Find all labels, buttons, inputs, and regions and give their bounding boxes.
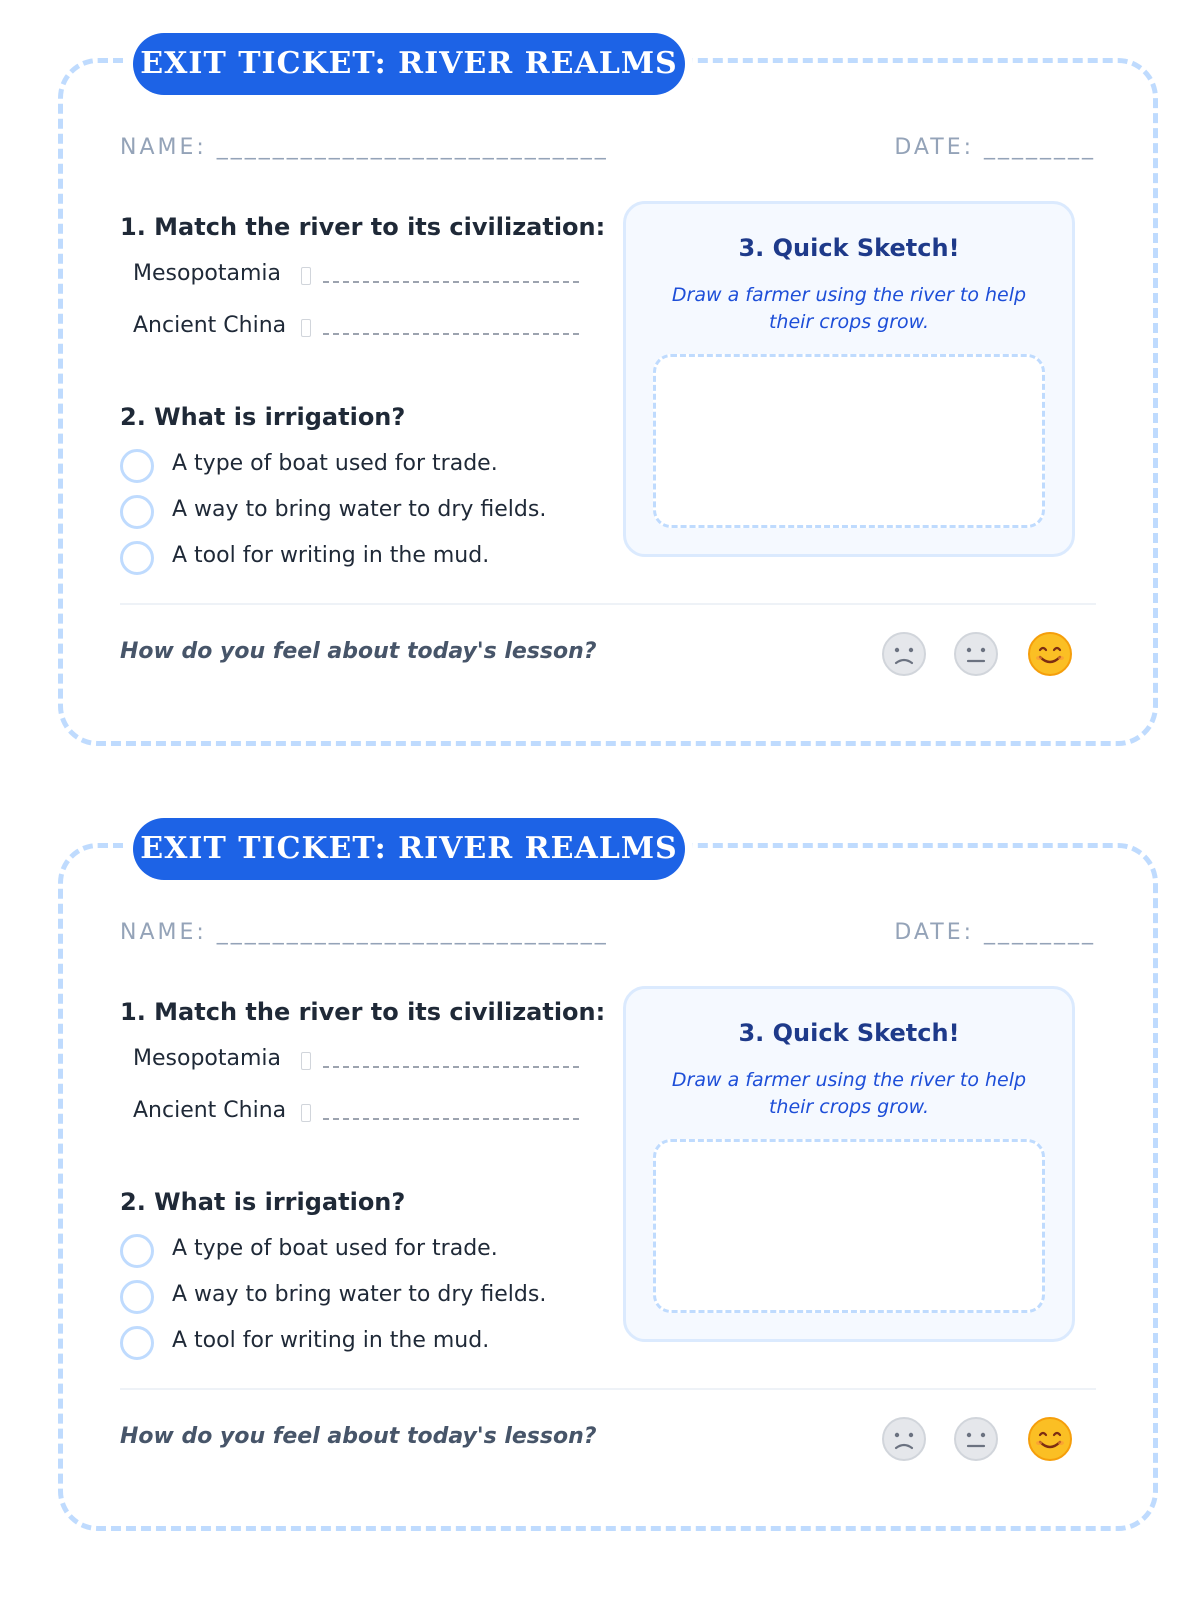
sketch-instructions: Draw a farmer using the river to help their crops grow. xyxy=(671,284,1027,333)
question-2-title: 2. What is irrigation? xyxy=(120,403,406,431)
divider xyxy=(120,603,1096,605)
answer-line[interactable] xyxy=(323,1066,579,1068)
sad-face-icon[interactable] xyxy=(881,1416,927,1462)
civilization-label: Mesopotamia xyxy=(133,261,281,286)
option-text: A type of boat used for trade. xyxy=(172,1236,498,1261)
radio-button[interactable] xyxy=(120,1280,154,1314)
exit-ticket xyxy=(58,831,1158,1531)
drawing-area[interactable] xyxy=(653,1139,1045,1313)
answer-line[interactable] xyxy=(323,333,579,335)
sketch-instructions: Draw a farmer using the river to help their crops grow. xyxy=(671,1069,1027,1118)
name-field[interactable]: NAME: ____________________________ xyxy=(120,920,609,945)
sketch-panel xyxy=(623,986,1075,1342)
question-3-title: 3. Quick Sketch! xyxy=(738,234,960,262)
match-box-icon xyxy=(301,1052,311,1070)
match-box-icon xyxy=(301,267,311,285)
drawing-area[interactable] xyxy=(653,354,1045,528)
neutral-face-icon[interactable] xyxy=(953,1416,999,1462)
neutral-face-icon[interactable] xyxy=(953,631,999,677)
answer-line[interactable] xyxy=(323,281,579,283)
radio-button[interactable] xyxy=(120,541,154,575)
question-1-title: 1. Match the river to its civilization: xyxy=(120,213,606,241)
civilization-label: Ancient China xyxy=(133,1098,287,1123)
option-text: A tool for writing in the mud. xyxy=(172,543,490,568)
happy-face-icon[interactable] xyxy=(1027,631,1073,677)
radio-button[interactable] xyxy=(120,1234,154,1268)
answer-line[interactable] xyxy=(323,1118,579,1120)
civilization-label: Mesopotamia xyxy=(133,1046,281,1071)
option-text: A type of boat used for trade. xyxy=(172,451,498,476)
exit-ticket xyxy=(58,46,1158,746)
feeling-prompt: How do you feel about today's lesson? xyxy=(120,1424,597,1449)
question-3-title: 3. Quick Sketch! xyxy=(738,1019,960,1047)
happy-face-icon[interactable] xyxy=(1027,1416,1073,1462)
question-1-title: 1. Match the river to its civilization: xyxy=(120,998,606,1026)
match-box-icon xyxy=(301,319,311,337)
sketch-panel xyxy=(623,201,1075,557)
civilization-label: Ancient China xyxy=(133,313,287,338)
match-box-icon xyxy=(301,1104,311,1122)
ticket-banner: EXIT TICKET: RIVER REALMS xyxy=(133,818,685,880)
feeling-prompt: How do you feel about today's lesson? xyxy=(120,639,597,664)
date-field[interactable]: DATE: ________ xyxy=(894,920,1096,945)
option-text: A way to bring water to dry fields. xyxy=(172,497,547,522)
radio-button[interactable] xyxy=(120,495,154,529)
option-text: A tool for writing in the mud. xyxy=(172,1328,490,1353)
radio-button[interactable] xyxy=(120,1326,154,1360)
option-text: A way to bring water to dry fields. xyxy=(172,1282,547,1307)
ticket-banner: EXIT TICKET: RIVER REALMS xyxy=(133,33,685,95)
radio-button[interactable] xyxy=(120,449,154,483)
question-2-title: 2. What is irrigation? xyxy=(120,1188,406,1216)
divider xyxy=(120,1388,1096,1390)
date-field[interactable]: DATE: ________ xyxy=(894,135,1096,160)
name-field[interactable]: NAME: ____________________________ xyxy=(120,135,609,160)
sad-face-icon[interactable] xyxy=(881,631,927,677)
